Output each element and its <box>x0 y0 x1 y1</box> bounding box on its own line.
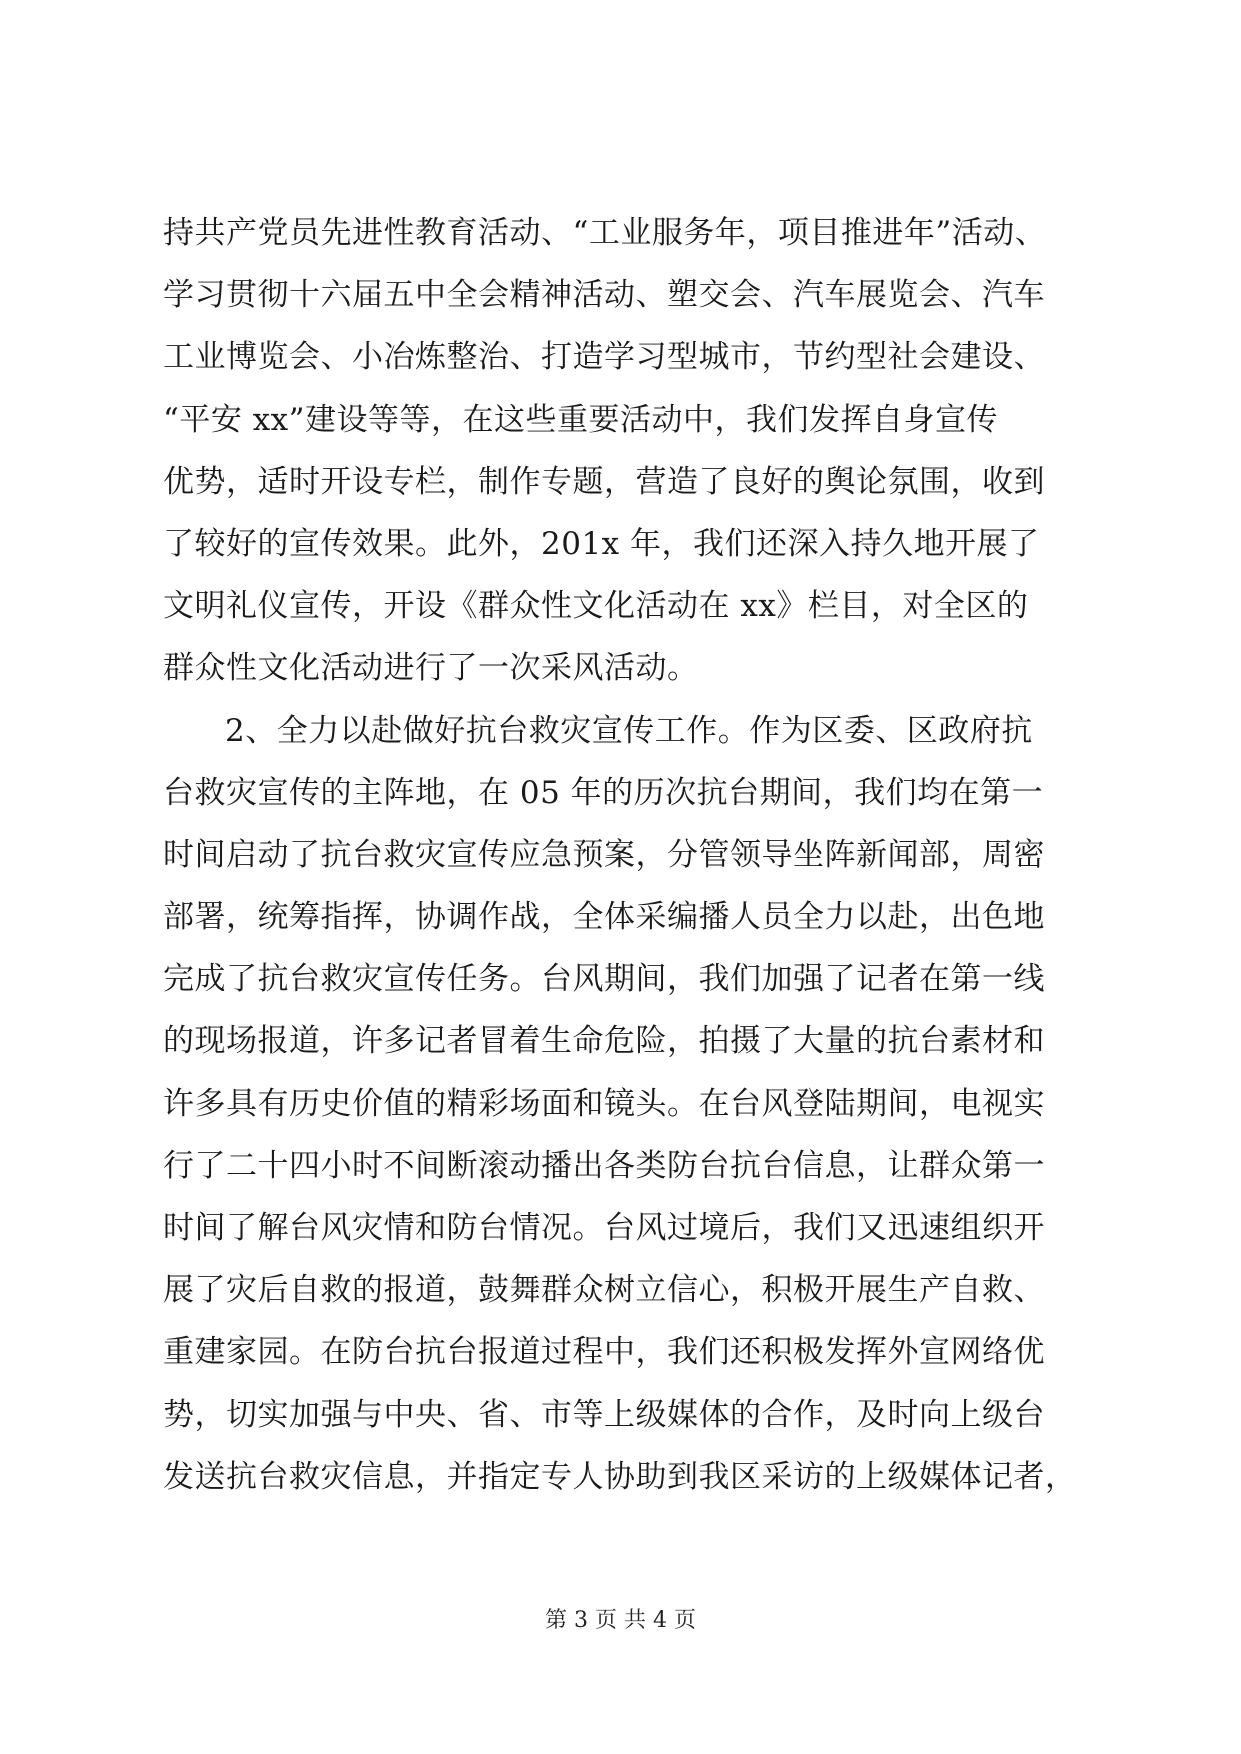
text-line: 文明礼仪宣传，开设《群众性文化活动在 xx》栏目，对全区的 <box>163 588 1029 625</box>
text-line: 势，切实加强与中央、省、市等上级媒体的合作，及时向上级台 <box>163 1396 1045 1433</box>
text-line: 时间了解台风灾情和防台情况。台风过境后，我们又迅速组织开 <box>163 1210 1045 1246</box>
text-line: 发送抗台救灾信息，并指定专人协助到我区采访的上级媒体记者， <box>163 1458 1077 1495</box>
text-line: 重建家园。在防台抗台报道过程中，我们还积极发挥外宣网络优 <box>163 1334 1045 1371</box>
text-line: 持共产党员先进性教育活动、“工业服务年，项目推进年”活动、 <box>163 215 1047 251</box>
text-line: 完成了抗台救灾宣传任务。台风期间，我们加强了记者在第一线 <box>163 961 1045 998</box>
text-line: 2、全力以赴做好抗台救灾宣传工作。作为区委、区政府抗 <box>225 712 1033 749</box>
text-line: 群众性文化活动进行了一次采风活动。 <box>163 650 699 687</box>
text-line: 展了灾后自救的报道，鼓舞群众树立信心，积极开展生产自救、 <box>163 1272 1045 1309</box>
paragraph-2 <box>163 700 1083 1508</box>
text-line: 台救灾宣传的主阵地，在 05 年的历次抗台期间，我们均在第一 <box>163 774 1044 811</box>
text-line: 部署，统筹指挥，协调作战，全体采编播人员全力以赴，出色地 <box>163 899 1045 936</box>
text-line: 工业博览会、小冶炼整治、打造学习型城市，节约型社会建设、 <box>163 339 1045 376</box>
text-line: 行了二十四小时不间断滚动播出各类防台抗台信息，让群众第一 <box>163 1147 1045 1184</box>
text-line: 学习贯彻十六届五中全会精神活动、塑交会、汽车展览会、汽车 <box>163 277 1045 314</box>
paragraph-1 <box>163 202 1083 700</box>
body-text <box>163 202 1083 1508</box>
text-line: 了较好的宣传效果。此外，201x 年，我们还深入持久地开展了 <box>163 525 1040 562</box>
text-line: 时间启动了抗台救灾宣传应急预案，分管领导坐阵新闻部，周密 <box>163 836 1045 873</box>
text-line: “平安 xx”建设等等，在这些重要活动中，我们发挥自身宣传 <box>163 401 999 438</box>
text-line: 的现场报道，许多记者冒着生命危险，拍摄了大量的抗台素材和 <box>163 1023 1045 1060</box>
page-number-footer: 第 3 页 共 4 页 <box>545 1608 696 1633</box>
text-line: 许多具有历史价值的精彩场面和镜头。在台风登陆期间，电视实 <box>163 1085 1045 1122</box>
text-line: 优势，适时开设专栏，制作专题，营造了良好的舆论氛围，收到 <box>163 463 1045 500</box>
